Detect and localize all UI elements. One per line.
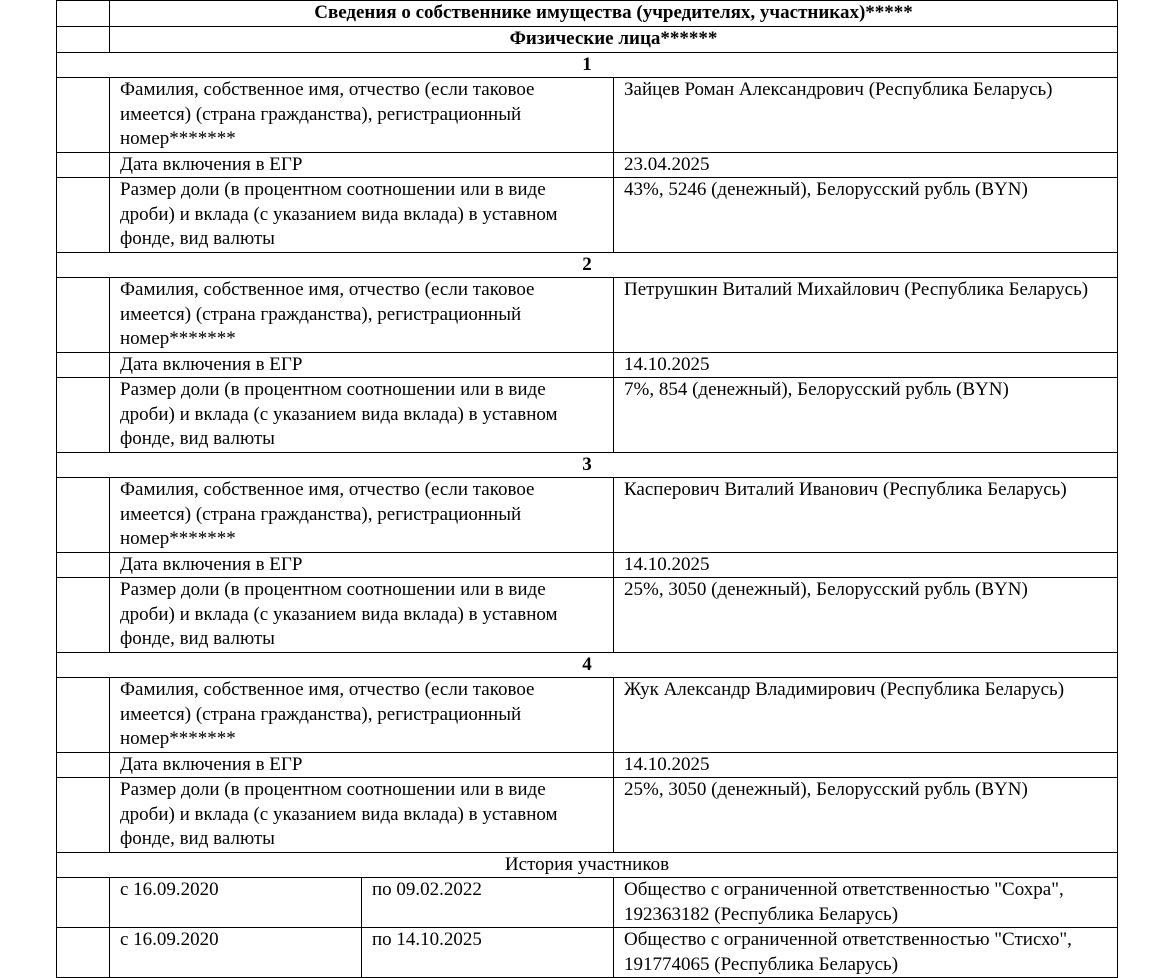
history-entity: Общество с ограниченной ответственностью "Сохра", 192363182 (Республика Беларусь)	[614, 878, 1118, 928]
person-number-row	[57, 652, 1118, 678]
person-date-row	[57, 552, 1118, 578]
person-fio-row	[57, 278, 1118, 353]
index-cell	[57, 478, 110, 553]
person-number: 3	[57, 452, 1118, 478]
person-fio-row	[57, 678, 1118, 753]
date-value: 23.04.2025	[614, 152, 1118, 178]
index-cell	[57, 678, 110, 753]
share-label: Размер доли (в процентном соотношении или в виде дроби) и вклада (с указанием вида вклада) в уставном фонде, вид валюты	[110, 378, 614, 453]
history-row	[57, 928, 1118, 978]
person-number-row	[57, 52, 1118, 78]
person-share-row	[57, 578, 1118, 653]
fio-value: Касперович Виталий Иванович (Республика Беларусь)	[614, 478, 1118, 553]
history-title: История участников	[57, 852, 1118, 878]
person-share-row	[57, 178, 1118, 253]
share-value: 25%, 3050 (денежный), Белорусский рубль (BYN)	[614, 778, 1118, 853]
person-number-row	[57, 252, 1118, 278]
share-value: 43%, 5246 (денежный), Белорусский рубль (BYN)	[614, 178, 1118, 253]
person-number: 2	[57, 252, 1118, 278]
history-entity: Общество с ограниченной ответственностью "Стисхо", 191774065 (Республика Беларусь)	[614, 928, 1118, 978]
index-cell	[57, 1, 110, 27]
date-value: 14.10.2025	[614, 352, 1118, 378]
fio-label: Фамилия, собственное имя, отчество (если таковое имеется) (страна гражданства), регистрационный номер*******	[110, 478, 614, 553]
share-label: Размер доли (в процентном соотношении или в виде дроби) и вклада (с указанием вида вклада) в уставном фонде, вид валюты	[110, 178, 614, 253]
date-label: Дата включения в ЕГР	[110, 552, 614, 578]
person-number: 1	[57, 52, 1118, 78]
fio-label: Фамилия, собственное имя, отчество (если таковое имеется) (страна гражданства), регистрационный номер*******	[110, 278, 614, 353]
date-value: 14.10.2025	[614, 552, 1118, 578]
history-from: с 16.09.2020	[110, 928, 362, 978]
owners-table	[56, 0, 1118, 978]
subsection-title-row	[57, 27, 1118, 53]
share-label: Размер доли (в процентном соотношении или в виде дроби) и вклада (с указанием вида вклада) в уставном фонде, вид валюты	[110, 778, 614, 853]
index-cell	[57, 928, 110, 978]
history-from: с 16.09.2020	[110, 878, 362, 928]
person-number: 4	[57, 652, 1118, 678]
share-value: 7%, 854 (денежный), Белорусский рубль (BYN)	[614, 378, 1118, 453]
index-cell	[57, 78, 110, 153]
section-title-row	[57, 1, 1118, 27]
person-date-row	[57, 352, 1118, 378]
history-title-row	[57, 852, 1118, 878]
index-cell	[57, 578, 110, 653]
index-cell	[57, 178, 110, 253]
person-date-row	[57, 752, 1118, 778]
index-cell	[57, 778, 110, 853]
history-to: по 14.10.2025	[362, 928, 614, 978]
index-cell	[57, 352, 110, 378]
index-cell	[57, 552, 110, 578]
person-date-row	[57, 152, 1118, 178]
fio-label: Фамилия, собственное имя, отчество (если таковое имеется) (страна гражданства), регистрационный номер*******	[110, 678, 614, 753]
index-cell	[57, 152, 110, 178]
fio-value: Зайцев Роман Александрович (Республика Беларусь)	[614, 78, 1118, 153]
history-row	[57, 878, 1118, 928]
person-fio-row	[57, 78, 1118, 153]
fio-label: Фамилия, собственное имя, отчество (если таковое имеется) (страна гражданства), регистрационный номер*******	[110, 78, 614, 153]
index-cell	[57, 752, 110, 778]
date-label: Дата включения в ЕГР	[110, 352, 614, 378]
index-cell	[57, 278, 110, 353]
section-title: Сведения о собственнике имущества (учредителях, участниках)*****	[110, 1, 1118, 27]
share-label: Размер доли (в процентном соотношении или в виде дроби) и вклада (с указанием вида вклада) в уставном фонде, вид валюты	[110, 578, 614, 653]
fio-value: Жук Александр Владимирович (Республика Беларусь)	[614, 678, 1118, 753]
date-value: 14.10.2025	[614, 752, 1118, 778]
index-cell	[57, 378, 110, 453]
person-number-row	[57, 452, 1118, 478]
date-label: Дата включения в ЕГР	[110, 152, 614, 178]
index-cell	[57, 878, 110, 928]
person-share-row	[57, 378, 1118, 453]
history-to: по 09.02.2022	[362, 878, 614, 928]
index-cell	[57, 27, 110, 53]
share-value: 25%, 3050 (денежный), Белорусский рубль (BYN)	[614, 578, 1118, 653]
fio-value: Петрушкин Виталий Михайлович (Республика Беларусь)	[614, 278, 1118, 353]
subsection-title: Физические лица******	[110, 27, 1118, 53]
person-share-row	[57, 778, 1118, 853]
date-label: Дата включения в ЕГР	[110, 752, 614, 778]
person-fio-row	[57, 478, 1118, 553]
